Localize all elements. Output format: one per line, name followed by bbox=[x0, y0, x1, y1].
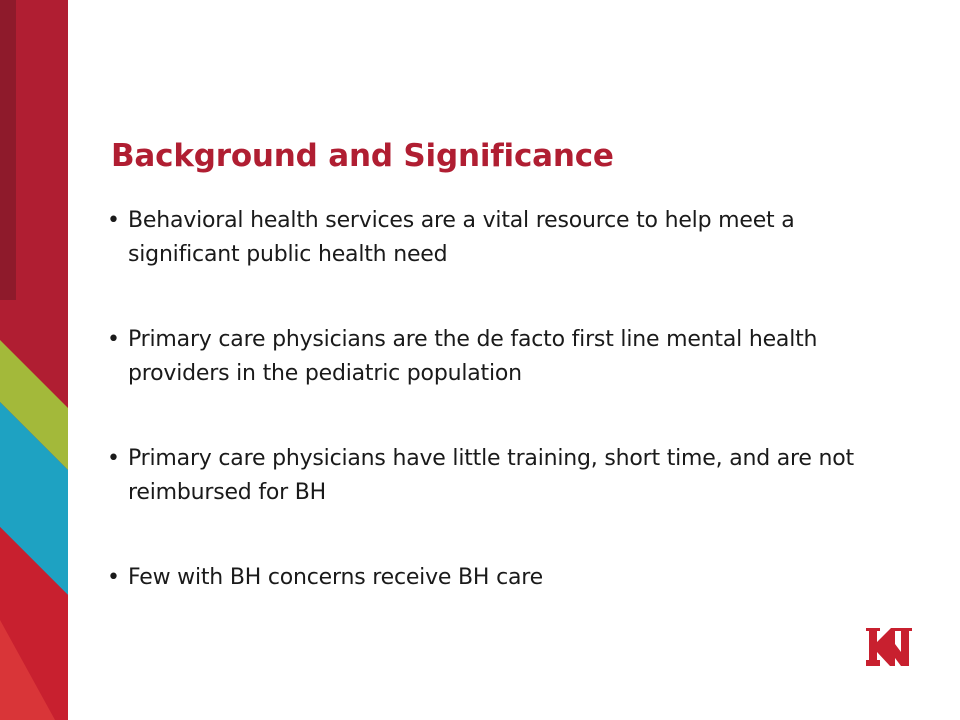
bullet-item bbox=[107, 323, 907, 391]
bullet-text: Few with BH concerns receive BH care bbox=[128, 565, 543, 590]
bullet-glyph: • bbox=[107, 446, 120, 471]
bullet-glyph: • bbox=[107, 327, 120, 352]
slide-title: Background and Significance bbox=[111, 138, 614, 174]
side-bar-graphic bbox=[0, 0, 68, 720]
bullet-glyph: • bbox=[107, 208, 120, 233]
bullet-glyph: • bbox=[107, 565, 120, 590]
bullet-item bbox=[107, 204, 907, 272]
bullet-list bbox=[107, 204, 907, 595]
university-n-logo-icon bbox=[864, 622, 914, 672]
bullet-item bbox=[107, 442, 907, 510]
bullet-text: Primary care physicians have little training, short time, and are not reimbursed for BH bbox=[128, 446, 854, 505]
bullet-item bbox=[107, 561, 907, 595]
bullet-text: Primary care physicians are the de facto first line mental health providers in the pediatric population bbox=[128, 327, 818, 386]
bullet-text: Behavioral health services are a vital resource to help meet a significant public health need bbox=[128, 208, 795, 267]
side-decorative-bar bbox=[0, 0, 68, 720]
